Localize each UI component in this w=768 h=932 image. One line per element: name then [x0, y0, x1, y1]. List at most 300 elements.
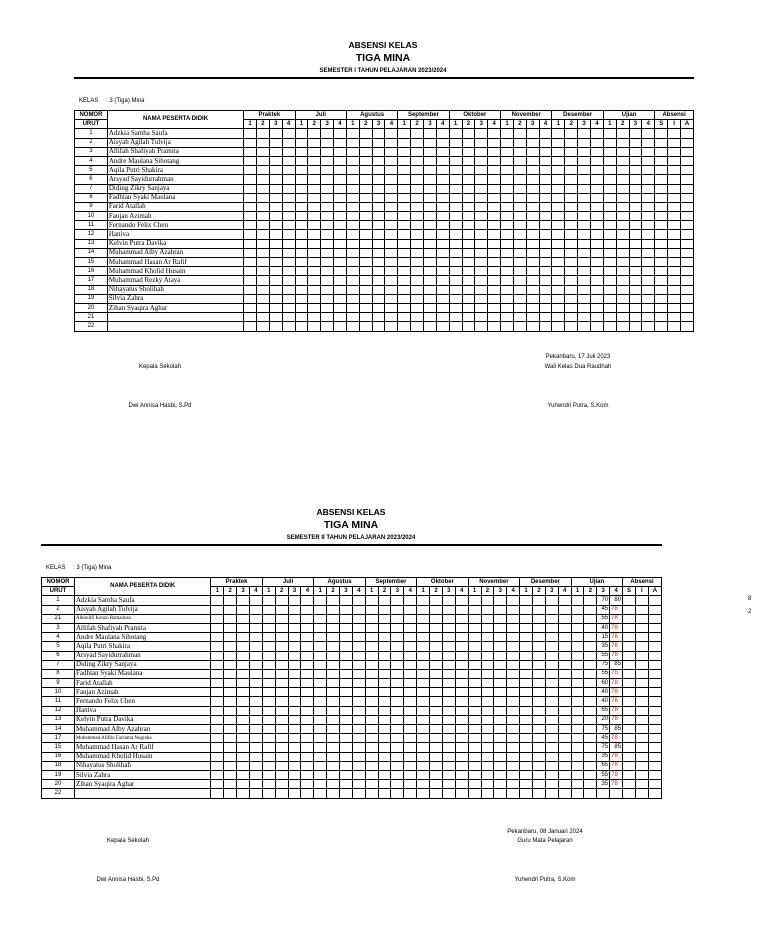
attendance-cell — [623, 605, 636, 614]
attendance-cell — [417, 697, 430, 706]
attendance-cell — [680, 267, 693, 276]
attendance-cell — [244, 303, 257, 312]
attendance-cell — [275, 642, 288, 651]
attendance-cell — [417, 789, 430, 798]
attendance-cell — [655, 156, 668, 165]
attendance-cell — [584, 761, 597, 770]
ujian-score-4: 78 — [610, 770, 623, 779]
attendance-cell — [468, 761, 481, 770]
attendance-cell — [616, 147, 629, 156]
group-header: September — [398, 111, 449, 120]
attendance-cell — [372, 212, 385, 221]
week-number: 3 — [391, 587, 404, 596]
attendance-cell — [468, 715, 481, 724]
attendance-cell — [680, 166, 693, 175]
attendance-cell — [211, 706, 224, 715]
attendance-cell — [262, 706, 275, 715]
attendance-cell — [565, 322, 578, 331]
attendance-cell — [423, 166, 436, 175]
attendance-cell — [262, 651, 275, 660]
week-number: 2 — [275, 587, 288, 596]
attendance-cell — [404, 761, 417, 770]
attendance-cell — [372, 138, 385, 147]
attendance-cell — [668, 267, 681, 276]
attendance-cell — [430, 596, 443, 605]
week-number: 1 — [398, 120, 411, 129]
attendance-cell — [558, 688, 571, 697]
attendance-cell — [262, 734, 275, 743]
attendance-cell — [520, 660, 533, 669]
attendance-cell — [475, 230, 488, 239]
attendance-cell — [680, 248, 693, 257]
attendance-cell — [558, 770, 571, 779]
attendance-cell — [430, 614, 443, 623]
attendance-cell — [513, 202, 526, 211]
ujian-score-4 — [610, 789, 623, 798]
attendance-cell — [442, 715, 455, 724]
attendance-cell — [352, 642, 365, 651]
attendance-cell — [365, 669, 378, 678]
attendance-cell — [417, 679, 430, 688]
attendance-cell — [526, 138, 539, 147]
attendance-cell — [327, 789, 340, 798]
student-name: Andre Maulana Sihotang — [74, 633, 210, 642]
attendance-cell — [501, 202, 514, 211]
attendance-cell — [623, 770, 636, 779]
attendance-cell — [462, 138, 475, 147]
attendance-cell — [635, 651, 648, 660]
attendance-cell — [635, 596, 648, 605]
attendance-cell — [629, 193, 642, 202]
attendance-cell — [558, 623, 571, 632]
attendance-cell — [591, 212, 604, 221]
attendance-cell — [571, 789, 584, 798]
attendance-cell — [237, 706, 250, 715]
attendance-cell — [244, 175, 257, 184]
attendance-cell — [308, 285, 321, 294]
attendance-cell — [398, 322, 411, 331]
attendance-cell — [314, 770, 327, 779]
student-row — [42, 651, 662, 660]
attendance-cell — [237, 633, 250, 642]
attendance-cell — [224, 623, 237, 632]
attendance-cell — [423, 239, 436, 248]
attendance-cell — [552, 258, 565, 267]
attendance-cell — [385, 156, 398, 165]
attendance-cell — [378, 734, 391, 743]
week-number: 3 — [372, 120, 385, 129]
attendance-cell — [417, 725, 430, 734]
attendance-cell — [391, 734, 404, 743]
attendance-cell — [539, 267, 552, 276]
attendance-cell — [391, 706, 404, 715]
attendance-cell — [256, 230, 269, 239]
week-number: 1 — [552, 120, 565, 129]
attendance-cell — [301, 770, 314, 779]
attendance-cell — [513, 166, 526, 175]
attendance-cell — [642, 322, 655, 331]
attendance-cell — [321, 276, 334, 285]
ujian-score-4: 78 — [610, 752, 623, 761]
attendance-cell — [301, 706, 314, 715]
attendance-cell — [565, 221, 578, 230]
attendance-cell — [629, 175, 642, 184]
student-name: Farid Atallah — [74, 679, 210, 688]
student-name: Zihan Syaqira Aghar — [74, 780, 210, 789]
student-name: Zihan Syaqira Aghar — [107, 303, 243, 312]
week-number: 2 — [532, 587, 545, 596]
attendance-cell — [256, 258, 269, 267]
attendance-cell — [269, 166, 282, 175]
attendance-cell — [475, 276, 488, 285]
attendance-cell — [507, 642, 520, 651]
attendance-cell — [462, 202, 475, 211]
sheet1-attendance-table — [74, 110, 694, 332]
attendance-cell — [411, 313, 424, 322]
attendance-cell — [616, 156, 629, 165]
student-name: Muhammad Kholid Husain — [107, 267, 243, 276]
attendance-cell — [430, 770, 443, 779]
attendance-cell — [635, 761, 648, 770]
attendance-cell — [616, 202, 629, 211]
attendance-cell — [468, 725, 481, 734]
attendance-cell — [481, 789, 494, 798]
attendance-cell — [501, 184, 514, 193]
attendance-cell — [481, 725, 494, 734]
attendance-cell — [423, 147, 436, 156]
attendance-cell — [558, 734, 571, 743]
attendance-cell — [539, 313, 552, 322]
attendance-cell — [314, 734, 327, 743]
attendance-cell — [224, 614, 237, 623]
week-number: 1 — [346, 120, 359, 129]
attendance-cell — [616, 193, 629, 202]
attendance-cell — [655, 230, 668, 239]
attendance-cell — [623, 660, 636, 669]
attendance-cell — [288, 743, 301, 752]
attendance-cell — [668, 166, 681, 175]
attendance-cell — [623, 697, 636, 706]
ujian-score-3: 35 — [597, 780, 610, 789]
sheet2-right-role: Guru Mata Pelajaran — [517, 838, 573, 844]
attendance-cell — [449, 230, 462, 239]
attendance-cell — [475, 285, 488, 294]
attendance-cell — [455, 688, 468, 697]
attendance-cell — [442, 725, 455, 734]
attendance-cell — [262, 660, 275, 669]
attendance-cell — [314, 752, 327, 761]
attendance-cell — [584, 596, 597, 605]
attendance-cell — [436, 239, 449, 248]
attendance-cell — [275, 725, 288, 734]
group-header: Juli — [295, 111, 346, 120]
attendance-cell — [391, 780, 404, 789]
week-number: 3 — [597, 587, 610, 596]
attendance-cell — [565, 138, 578, 147]
attendance-cell — [668, 294, 681, 303]
attendance-cell — [359, 258, 372, 267]
attendance-cell — [301, 734, 314, 743]
attendance-cell — [301, 596, 314, 605]
student-number: 21 — [42, 614, 75, 623]
week-number: 3 — [475, 120, 488, 129]
attendance-cell — [365, 725, 378, 734]
attendance-cell — [623, 596, 636, 605]
attendance-cell — [494, 752, 507, 761]
attendance-cell — [308, 230, 321, 239]
week-number: 4 — [436, 120, 449, 129]
attendance-cell — [603, 294, 616, 303]
attendance-cell — [584, 734, 597, 743]
attendance-cell — [526, 193, 539, 202]
attendance-cell — [603, 303, 616, 312]
group-header: Absensi — [623, 578, 662, 587]
attendance-cell — [591, 303, 604, 312]
attendance-cell — [224, 752, 237, 761]
attendance-cell — [648, 623, 661, 632]
ujian-score-4: 78 — [610, 761, 623, 770]
attendance-cell — [552, 212, 565, 221]
attendance-cell — [372, 276, 385, 285]
attendance-cell — [314, 761, 327, 770]
attendance-cell — [269, 175, 282, 184]
attendance-cell — [481, 669, 494, 678]
attendance-cell — [378, 697, 391, 706]
student-row — [42, 633, 662, 642]
attendance-cell — [282, 313, 295, 322]
attendance-cell — [340, 688, 353, 697]
attendance-cell — [249, 596, 262, 605]
attendance-cell — [578, 285, 591, 294]
attendance-cell — [571, 743, 584, 752]
attendance-cell — [648, 715, 661, 724]
attendance-cell — [603, 212, 616, 221]
attendance-cell — [352, 789, 365, 798]
attendance-cell — [372, 156, 385, 165]
attendance-cell — [616, 138, 629, 147]
student-row — [75, 276, 694, 285]
attendance-cell — [623, 715, 636, 724]
attendance-cell — [584, 780, 597, 789]
attendance-cell — [282, 322, 295, 331]
attendance-cell — [449, 294, 462, 303]
attendance-cell — [629, 166, 642, 175]
attendance-cell — [404, 688, 417, 697]
attendance-cell — [648, 642, 661, 651]
attendance-cell — [244, 294, 257, 303]
attendance-cell — [417, 715, 430, 724]
attendance-cell — [571, 660, 584, 669]
attendance-cell — [417, 669, 430, 678]
attendance-cell — [449, 322, 462, 331]
attendance-cell — [430, 688, 443, 697]
attendance-cell — [423, 175, 436, 184]
attendance-cell — [314, 697, 327, 706]
attendance-cell — [455, 706, 468, 715]
student-number: 7 — [75, 184, 108, 193]
attendance-cell — [680, 129, 693, 138]
attendance-cell — [532, 743, 545, 752]
attendance-cell — [314, 596, 327, 605]
attendance-cell — [571, 596, 584, 605]
attendance-cell — [635, 697, 648, 706]
attendance-cell — [668, 258, 681, 267]
attendance-cell — [269, 221, 282, 230]
attendance-cell — [372, 221, 385, 230]
attendance-cell — [545, 651, 558, 660]
sheet1-header-rule — [74, 77, 694, 79]
attendance-cell — [642, 212, 655, 221]
attendance-cell — [404, 734, 417, 743]
attendance-cell — [455, 780, 468, 789]
attendance-cell — [494, 743, 507, 752]
attendance-cell — [449, 129, 462, 138]
attendance-cell — [211, 752, 224, 761]
attendance-cell — [275, 715, 288, 724]
attendance-cell — [494, 651, 507, 660]
week-number: 1 — [501, 120, 514, 129]
attendance-cell — [648, 734, 661, 743]
attendance-cell — [385, 285, 398, 294]
student-number: 22 — [75, 322, 108, 331]
student-number: 4 — [42, 633, 75, 642]
attendance-cell — [520, 706, 533, 715]
attendance-cell — [385, 221, 398, 230]
attendance-cell — [314, 679, 327, 688]
student-number: 19 — [75, 294, 108, 303]
attendance-cell — [327, 688, 340, 697]
student-number: 6 — [75, 175, 108, 184]
attendance-cell — [314, 642, 327, 651]
student-name: Allifah Shafiyah Pramita — [107, 147, 243, 156]
attendance-cell — [352, 669, 365, 678]
student-number: 12 — [75, 230, 108, 239]
attendance-cell — [211, 770, 224, 779]
attendance-cell — [565, 193, 578, 202]
attendance-cell — [340, 596, 353, 605]
attendance-cell — [642, 166, 655, 175]
attendance-cell — [385, 166, 398, 175]
attendance-cell — [545, 679, 558, 688]
attendance-cell — [334, 212, 347, 221]
attendance-cell — [417, 614, 430, 623]
attendance-cell — [507, 743, 520, 752]
student-name — [107, 322, 243, 331]
attendance-cell — [391, 623, 404, 632]
attendance-cell — [571, 651, 584, 660]
student-number: 15 — [75, 258, 108, 267]
attendance-cell — [288, 688, 301, 697]
attendance-cell — [430, 789, 443, 798]
attendance-cell — [507, 679, 520, 688]
attendance-cell — [648, 752, 661, 761]
attendance-cell — [391, 743, 404, 752]
attendance-cell — [321, 239, 334, 248]
week-number: 1 — [571, 587, 584, 596]
attendance-cell — [648, 614, 661, 623]
attendance-cell — [411, 230, 424, 239]
attendance-cell — [365, 761, 378, 770]
attendance-cell — [455, 633, 468, 642]
attendance-cell — [584, 697, 597, 706]
attendance-cell — [334, 285, 347, 294]
attendance-cell — [501, 303, 514, 312]
attendance-cell — [629, 202, 642, 211]
attendance-cell — [430, 651, 443, 660]
attendance-cell — [436, 156, 449, 165]
attendance-cell — [655, 313, 668, 322]
attendance-cell — [282, 221, 295, 230]
attendance-cell — [616, 294, 629, 303]
attendance-cell — [532, 660, 545, 669]
attendance-cell — [545, 660, 558, 669]
attendance-cell — [346, 212, 359, 221]
student-row — [75, 322, 694, 331]
week-number: 2 — [359, 120, 372, 129]
attendance-cell — [648, 789, 661, 798]
attendance-cell — [513, 285, 526, 294]
attendance-cell — [655, 239, 668, 248]
week-number: 2 — [430, 587, 443, 596]
attendance-cell — [334, 175, 347, 184]
attendance-cell — [545, 706, 558, 715]
attendance-cell — [301, 780, 314, 789]
ujian-score-3: 70 — [597, 596, 610, 605]
student-name: Andre Maulana Sihotang — [107, 156, 243, 165]
attendance-cell — [623, 789, 636, 798]
attendance-cell — [256, 276, 269, 285]
attendance-cell — [468, 614, 481, 623]
attendance-cell — [603, 313, 616, 322]
attendance-cell — [262, 633, 275, 642]
attendance-cell — [668, 285, 681, 294]
ujian-score-4: 85 — [610, 660, 623, 669]
ujian-score-3: 60 — [597, 679, 610, 688]
attendance-cell — [237, 669, 250, 678]
absensi-subcol: A — [680, 120, 693, 129]
ujian-score-3: 40 — [597, 697, 610, 706]
student-name: Adzkia Samha Saufa — [74, 596, 210, 605]
attendance-cell — [398, 303, 411, 312]
attendance-cell — [552, 248, 565, 257]
week-number: 1 — [244, 120, 257, 129]
attendance-cell — [532, 706, 545, 715]
attendance-cell — [655, 303, 668, 312]
attendance-cell — [378, 706, 391, 715]
attendance-cell — [436, 202, 449, 211]
group-header: Agustus — [346, 111, 397, 120]
attendance-cell — [321, 322, 334, 331]
student-name: Muhammad Hasan Ar Rafif — [107, 258, 243, 267]
attendance-cell — [365, 743, 378, 752]
student-number: 4 — [75, 156, 108, 165]
attendance-cell — [346, 147, 359, 156]
attendance-cell — [295, 138, 308, 147]
attendance-cell — [532, 679, 545, 688]
attendance-cell — [430, 743, 443, 752]
attendance-cell — [552, 313, 565, 322]
attendance-cell — [436, 175, 449, 184]
sheet2-title: ABSENSI KELAS — [316, 507, 386, 517]
student-number: 10 — [42, 688, 75, 697]
attendance-cell — [404, 789, 417, 798]
attendance-cell — [455, 752, 468, 761]
attendance-cell — [275, 651, 288, 660]
attendance-cell — [591, 166, 604, 175]
attendance-cell — [648, 770, 661, 779]
attendance-cell — [436, 258, 449, 267]
attendance-cell — [481, 605, 494, 614]
